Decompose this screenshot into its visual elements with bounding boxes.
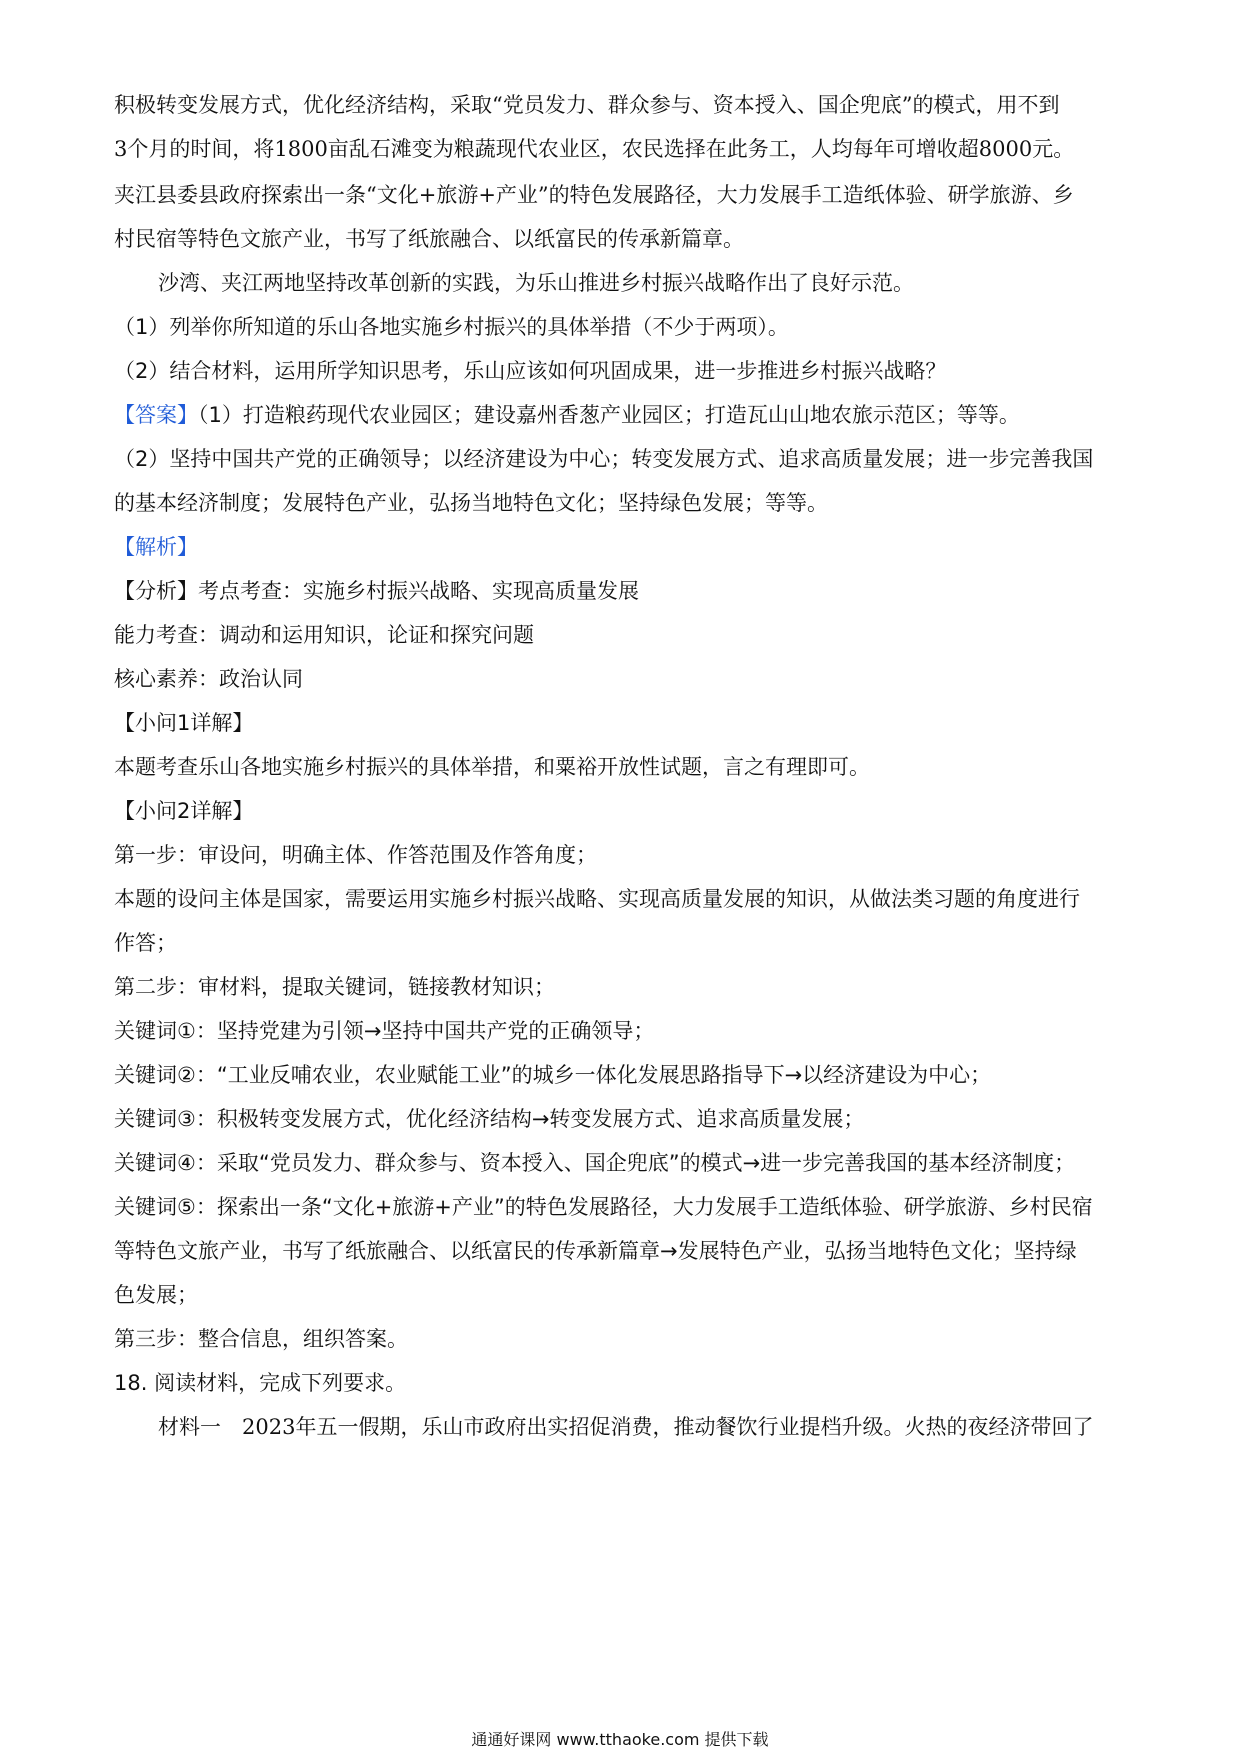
question-1: （1）列举你所知道的乐山各地实施乡村振兴的具体举措（不少于两项）。 — [114, 315, 789, 339]
analysis-ability: 能力考查：调动和运用知识，论证和探究问题 — [114, 623, 534, 647]
step-1-detail-line-1: 本题的设问主体是国家，需要运用实施乡村振兴战略、实现高质量发展的知识，从做法类习题的角度进行 — [114, 887, 1080, 911]
material-line-3: 夹江县委县政府探索出一条“文化+旅游+产业”的特色发展路径，大力发展手工造纸体验、研学旅游、乡 — [114, 183, 1074, 207]
question-2: （2）结合材料，运用所学知识思考，乐山应该如何巩固成果，进一步推进乡村振兴战略？ — [114, 359, 947, 383]
sub-question-1-title: 【小问1详解】 — [114, 711, 254, 735]
analysis-tag: 【解析】 — [114, 535, 198, 559]
analysis-fenxi: 【分析】考点考查：实施乡村振兴战略、实现高质量发展 — [114, 579, 639, 603]
material-line-2: 3个月的时间，将1800亩乱石滩变为粮蔬现代农业区，农民选择在此务工，人均每年可增收超8000元。 — [114, 137, 1075, 161]
sub-question-2-title: 【小问2详解】 — [114, 799, 254, 823]
answer-2-line-1: （2）坚持中国共产党的正确领导；以经济建设为中心；转变发展方式、追求高质量发展；进一步完善我国 — [114, 447, 1094, 471]
sub-question-1-text: 本题考查乐山各地实施乡村振兴的具体举措，和粟裕开放性试题，言之有理即可。 — [114, 755, 870, 779]
answer-tag: 【答案】 — [114, 403, 198, 427]
keyword-4: 关键词④：采取“党员发力、群众参与、资本授入、国企兜底”的模式→进一步完善我国的基本经济制度； — [114, 1151, 1076, 1175]
step-1: 第一步：审设问，明确主体、作答范围及作答角度； — [114, 843, 597, 867]
keyword-5-line-2: 等特色文旅产业，书写了纸旅融合、以纸富民的传承新篇章→发展特色产业，弘扬当地特色文化；坚持绿 — [114, 1239, 1077, 1263]
step-3: 第三步：整合信息，组织答案。 — [114, 1327, 408, 1351]
footer-watermark: 通通好课网 www.tthaoke.com 提供下载 — [471, 1730, 769, 1749]
material-line-4: 村民宿等特色文旅产业，书写了纸旅融合、以纸富民的传承新篇章。 — [114, 227, 744, 251]
keyword-2: 关键词②：“工业反哺农业，农业赋能工业”的城乡一体化发展思路指导下→以经济建设为中心； — [114, 1063, 992, 1087]
material-1-text: 材料一 2023年五一假期，乐山市政府出实招促消费，推动餐饮行业提档升级。火热的夜经济带回了 — [158, 1415, 1094, 1439]
answer-line-1 — [114, 400, 1134, 430]
keyword-1: 关键词①：坚持党建为引领→坚持中国共产党的正确领导； — [114, 1019, 655, 1043]
analysis-core: 核心素养：政治认同 — [114, 667, 303, 691]
answer-2-line-2: 的基本经济制度；发展特色产业，弘扬当地特色文化；坚持绿色发展；等等。 — [114, 491, 828, 515]
question-18-heading: 18. 阅读材料，完成下列要求。 — [114, 1371, 407, 1395]
answer-1: （1）打造粮药现代农业园区；建设嘉州香葱产业园区；打造瓦山山地农旅示范区；等等。 — [198, 403, 1020, 427]
step-2: 第二步：审材料，提取关键词，链接教材知识； — [114, 975, 555, 999]
keyword-5-line-3: 色发展； — [114, 1283, 198, 1307]
keyword-3: 关键词③：积极转变发展方式，优化经济结构→转变发展方式、追求高质量发展； — [114, 1107, 865, 1131]
material-summary: 沙湾、夹江两地坚持改革创新的实践，为乐山推进乡村振兴战略作出了良好示范。 — [158, 271, 914, 295]
step-1-detail-line-2: 作答； — [114, 931, 177, 955]
material-line-1: 积极转变发展方式，优化经济结构，采取“党员发力、群众参与、资本授入、国企兜底”的模式，用不到 — [114, 93, 1060, 117]
keyword-5-line-1: 关键词⑤：探索出一条“文化+旅游+产业”的特色发展路径，大力发展手工造纸体验、研学旅游、乡村民宿 — [114, 1195, 1093, 1219]
